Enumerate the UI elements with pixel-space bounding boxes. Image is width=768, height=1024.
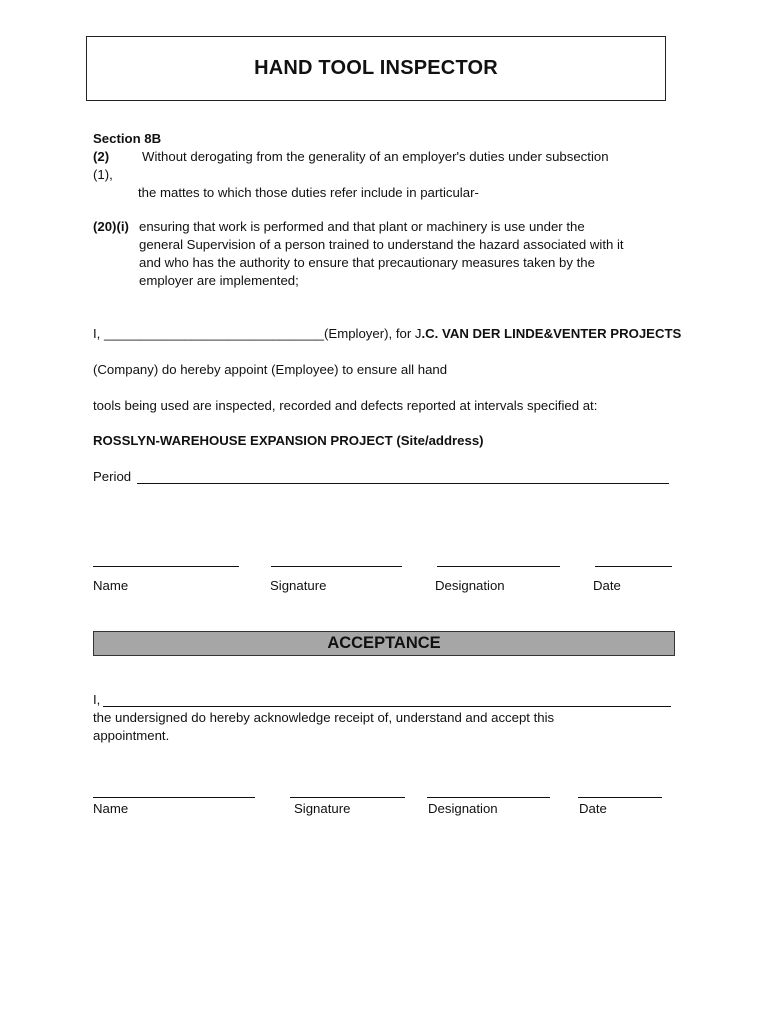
designation-line-1: [437, 566, 560, 567]
document-title-box: [86, 36, 666, 101]
para-20-line-1: ensuring that work is performed and that plant or machinery is use under the: [139, 219, 585, 234]
section-heading: Section 8B: [93, 131, 162, 146]
acceptance-intro: I,: [93, 692, 101, 707]
para-2-line-3: the mattes to which those duties refer include in particular-: [138, 185, 479, 200]
acceptance-line-3: appointment.: [93, 728, 170, 743]
name-label-2: Name: [93, 801, 129, 816]
date-line-1: [595, 566, 672, 567]
signature-line-1: [271, 566, 402, 567]
company-name: .C. VAN DER LINDE&VENTER PROJECTS: [421, 326, 682, 341]
acceptance-heading: ACCEPTANCE: [327, 634, 441, 652]
name-label-1: Name: [93, 578, 129, 593]
signature-label-2: Signature: [294, 801, 351, 816]
para-20-line-2: general Supervision of a person trained to understand the hazard associated with it: [139, 237, 624, 252]
site-address: ROSSLYN-WAREHOUSE EXPANSION PROJECT (Site/address): [93, 433, 484, 448]
para-2-label: (2): [93, 149, 110, 164]
period-label: Period: [93, 469, 132, 484]
designation-line-2: [427, 797, 550, 798]
appointment-line-3: tools being used are inspected, recorded and defects reported at intervals specified at:: [93, 398, 598, 413]
name-line-2: [93, 797, 255, 798]
para-20-line-4: employer are implemented;: [139, 273, 299, 288]
para-2-line-2: (1),: [93, 167, 113, 182]
date-label-2: Date: [579, 801, 607, 816]
appointment-line-2: (Company) do hereby appoint (Employee) to ensure all hand: [93, 362, 448, 377]
acceptance-name-line: [103, 706, 671, 707]
date-line-2: [578, 797, 662, 798]
date-label-1: Date: [593, 578, 621, 593]
para-20-line-3: and who has the authority to ensure that precautionary measures taken by the: [139, 255, 595, 270]
signature-label-1: Signature: [270, 578, 327, 593]
document-title: HAND TOOL INSPECTOR: [254, 57, 498, 79]
para-2-line-1: Without derogating from the generality of an employer's duties under subsection: [142, 149, 609, 164]
acceptance-line-2: the undersigned do hereby acknowledge receipt of, understand and accept this: [93, 710, 555, 725]
name-line-1: [93, 566, 239, 567]
acceptance-heading-bar: [93, 631, 675, 656]
employer-blank-text: I, ______________________________(Employer), for J: [93, 326, 422, 341]
designation-label-2: Designation: [428, 801, 498, 816]
appointment-intro: [93, 325, 681, 343]
designation-label-1: Designation: [435, 578, 505, 593]
signature-line-2: [290, 797, 405, 798]
para-20-label: (20)(i): [93, 219, 129, 234]
period-line: [137, 483, 669, 484]
